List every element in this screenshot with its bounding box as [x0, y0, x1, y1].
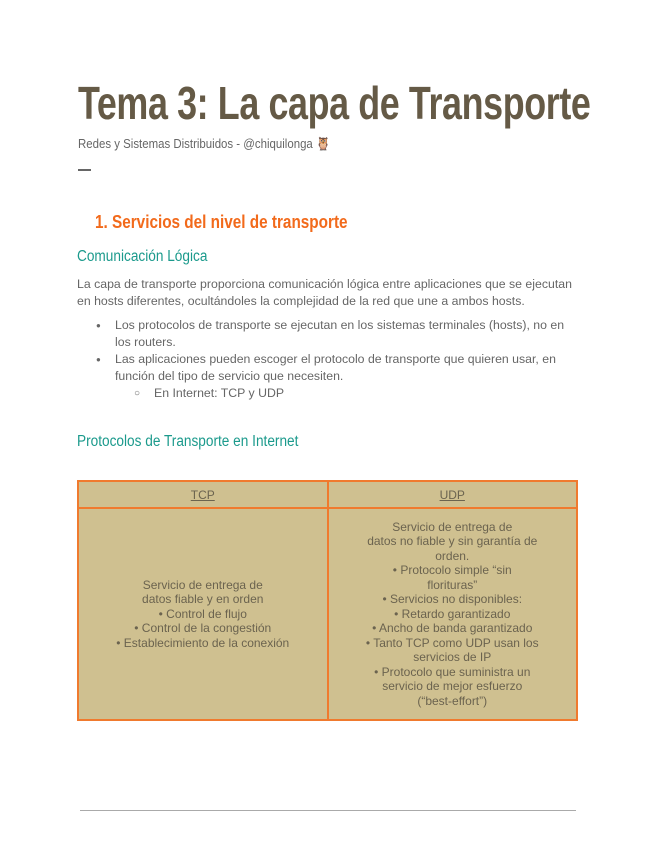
cell-line: Servicio de entrega de [392, 519, 513, 534]
header-udp: UDP [328, 481, 578, 508]
cell-line: • Control de la congestión [134, 621, 272, 636]
cell-line: • Servicios no disponibles: [382, 592, 523, 607]
protocol-table [77, 480, 578, 721]
cell-udp [328, 508, 578, 720]
bullet-list [77, 317, 577, 402]
cell-line: servicio de mejor esfuerzo [382, 679, 523, 694]
cell-line: • Establecimiento de la conexión [116, 635, 290, 650]
subtitle: Redes y Sistemas Distribuidos - @chiquilonga 🦉 [78, 136, 331, 151]
cell-line: Servicio de entrega de [142, 577, 263, 592]
cell-line: • Retardo garantizado [394, 606, 511, 621]
cell-line: servicios de IP [413, 650, 492, 665]
footer-divider [80, 810, 576, 811]
paragraph: La capa de transporte proporciona comunicación lógica entre aplicaciones que se ejecutan en hosts diferentes, ocultándoles la complejidad de la red que une a ambos hosts. [77, 277, 572, 308]
cell-tcp [78, 508, 328, 720]
header-tcp: TCP [78, 481, 328, 508]
cell-line: • Protocolo que suministra un [374, 664, 531, 679]
cell-line: datos no fiable y sin garantía de [367, 534, 538, 549]
list-item: ● Los protocolos de transporte se ejecutan en los sistemas terminales (hosts), no en los routers. [77, 317, 577, 351]
cell-line: orden. [435, 548, 470, 563]
section-heading: 1. Servicios del nivel de transporte [95, 212, 348, 232]
cell-line: • Tanto TCP como UDP usan los [365, 635, 539, 650]
divider [78, 169, 91, 171]
list-item: ● Las aplicaciones pueden escoger el protocolo de transporte que quieren usar, en función del tipo de servicio que necesiten. [77, 351, 577, 385]
cell-line: datos fiable y en orden [142, 592, 264, 607]
subheading-comunicacion: Comunicación Lógica [77, 248, 208, 265]
cell-line: florituras” [427, 577, 478, 592]
cell-line: • Control de flujo [158, 606, 247, 621]
sub-list-item: ○ En Internet: TCP y UDP [77, 385, 577, 402]
cell-line: • Protocolo simple “sin [392, 563, 512, 578]
cell-line: • Ancho de banda garantizado [372, 621, 533, 636]
subheading-protocolos: Protocolos de Transporte en Internet [77, 433, 299, 450]
cell-line: (“best-effort”) [417, 693, 488, 708]
page-title: Tema 3: La capa de Transporte [78, 77, 591, 129]
